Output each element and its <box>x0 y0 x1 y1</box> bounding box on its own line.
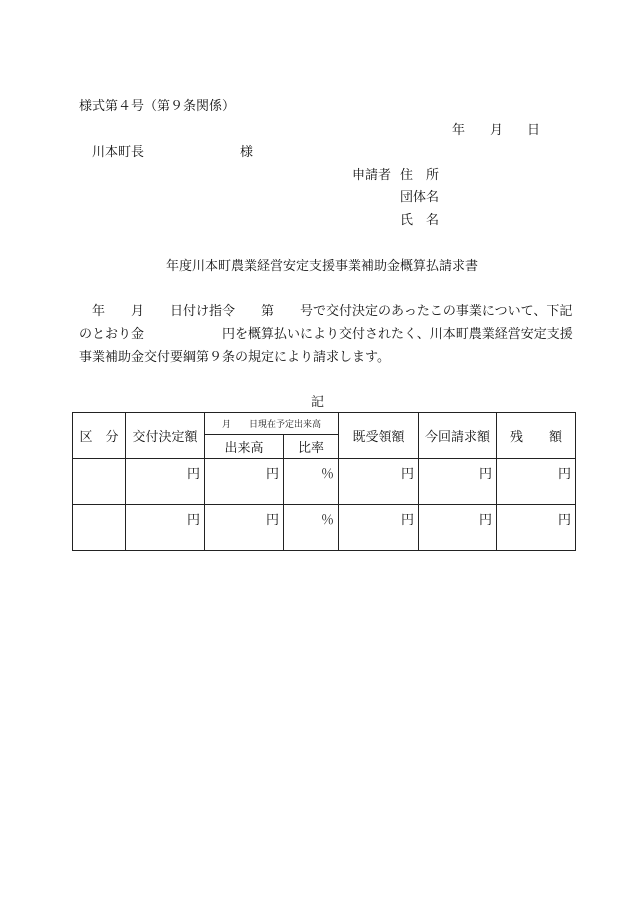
form-number: 様式第４号（第９条関係） <box>79 99 236 114</box>
header-progress-amount: 出来高 <box>205 435 284 459</box>
ki-heading: 記 <box>311 395 325 410</box>
cell-progress-rate[interactable]: ％ <box>284 459 339 505</box>
cell-progress-amount[interactable]: 円 <box>205 505 284 551</box>
date-month: 月 <box>490 123 504 138</box>
applicant-organization-label: 団体名 <box>400 190 440 205</box>
body-line-3: 事業補助金交付要綱第９条の規定により請求します。 <box>79 350 390 365</box>
header-decided-amount: 交付決定額 <box>126 413 205 459</box>
cell-balance[interactable]: 円 <box>497 459 576 505</box>
cell-current-claim[interactable]: 円 <box>419 505 497 551</box>
cell-category[interactable] <box>73 505 126 551</box>
applicant-address-label: 住 所 <box>400 168 440 183</box>
body-line-2: のとおり金 円を概算払いにより交付されたく、川本町農業経営安定支援 <box>79 327 573 342</box>
table-row <box>73 459 576 505</box>
cell-balance[interactable]: 円 <box>497 505 576 551</box>
table-row <box>73 505 576 551</box>
cell-received[interactable]: 円 <box>339 459 419 505</box>
cell-category[interactable] <box>73 459 126 505</box>
header-category: 区 分 <box>73 413 126 459</box>
header-received: 既受領額 <box>339 413 419 459</box>
cell-progress-amount[interactable]: 円 <box>205 459 284 505</box>
cell-progress-rate[interactable]: ％ <box>284 505 339 551</box>
applicant-name-label: 氏 名 <box>400 213 440 228</box>
header-current-claim: 今回請求額 <box>419 413 497 459</box>
date-day: 日 <box>527 123 541 138</box>
header-balance: 残 額 <box>497 413 576 459</box>
claim-table <box>72 412 576 551</box>
date-year: 年 <box>452 123 466 138</box>
header-progress-rate: 比率 <box>284 435 339 459</box>
applicant-label: 申請者 <box>352 168 392 183</box>
cell-decided-amount[interactable]: 円 <box>126 459 205 505</box>
document-title: 年度川本町農業経営安定支援事業補助金概算払請求書 <box>166 259 479 274</box>
body-line-1: 年 月 日付け指令 第 号で交付決定のあったこの事業について、下記 <box>92 304 573 319</box>
header-progress-group: 月 日現在予定出来高 <box>205 413 339 435</box>
addressee-name: 川本町長 <box>92 145 145 160</box>
cell-decided-amount[interactable]: 円 <box>126 505 205 551</box>
cell-received[interactable]: 円 <box>339 505 419 551</box>
cell-current-claim[interactable]: 円 <box>419 459 497 505</box>
addressee-suffix: 様 <box>240 145 254 160</box>
